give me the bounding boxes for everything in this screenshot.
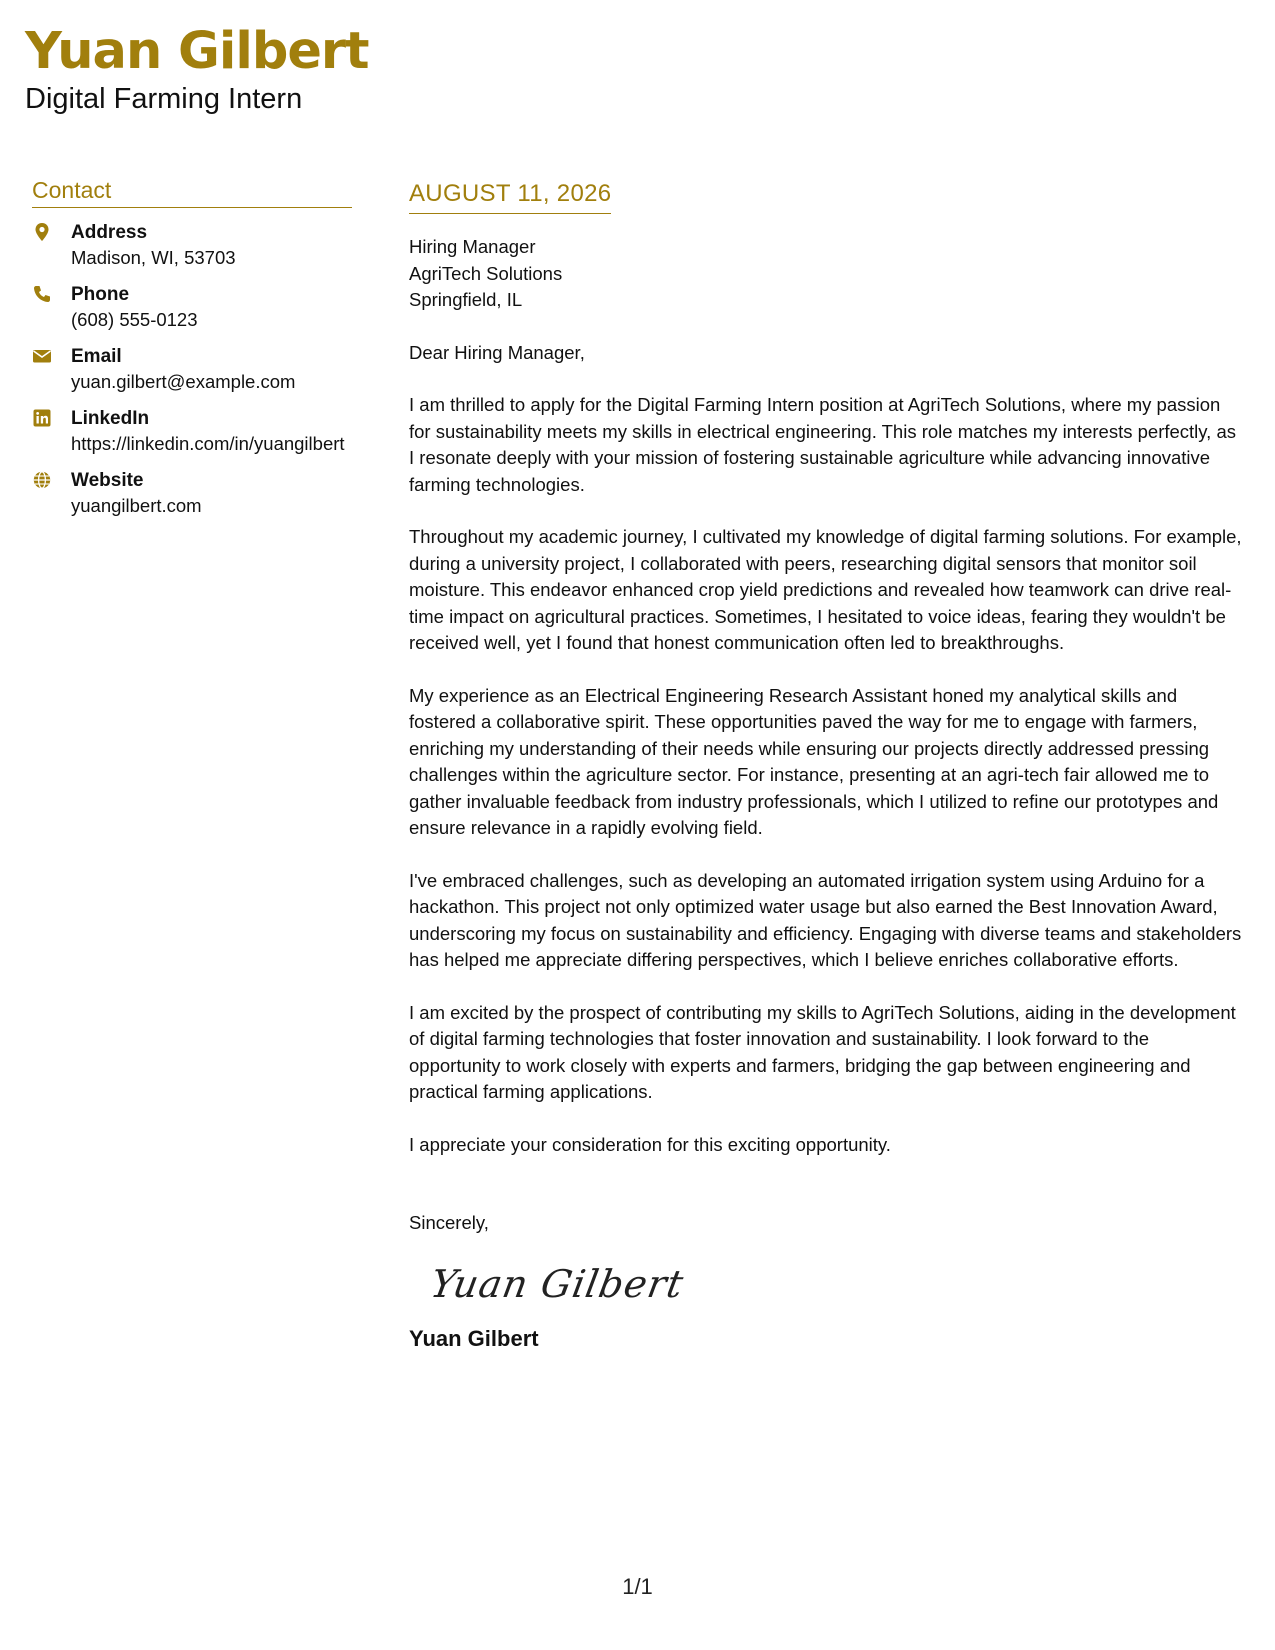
contact-label: Email — [71, 346, 122, 367]
paragraph: I am thrilled to apply for the Digital Farming Intern position at AgriTech Solutions, where my passion for sustainability meets my skills in electrical engineering. This role matches my interests perfectly, as I resonate deeply with your mission of fostering sustainable agriculture while advancing innovative farming technologies. — [409, 394, 1236, 495]
envelope-icon — [32, 346, 52, 366]
contact-label: Website — [71, 470, 144, 491]
closing: Sincerely, — [409, 1212, 489, 1233]
contact-heading: Contact — [32, 175, 352, 208]
contact-linkedin — [32, 406, 352, 456]
contact-phone — [32, 282, 352, 332]
paragraph: Throughout my academic journey, I cultivated my knowledge of digital farming solutions. For example, during a university project, I collaborated with peers, researching digital sensors that monitor soil moisture. This endeavor enhanced crop yield predictions and revealed how teamwork can drive real-time impact on agricultural practices. Sometimes, I hesitated to voice ideas, fearing they wouldn't be received well, yet I found that honest communication often led to breakthroughs. — [409, 526, 1242, 653]
recipient-line: Hiring Manager — [409, 236, 536, 257]
contact-address — [32, 220, 352, 270]
salutation: Dear Hiring Manager, — [409, 341, 585, 363]
map-pin-icon — [32, 222, 52, 242]
recipient-block — [409, 234, 1245, 314]
handwritten-signature: Yuan Gilbert — [427, 1261, 688, 1306]
linkedin-icon — [32, 408, 52, 428]
recipient-line: AgriTech Solutions — [409, 262, 563, 284]
contact-value: yuangilbert.com — [71, 495, 202, 516]
paragraph: I appreciate your consideration for this exciting opportunity. — [409, 1133, 891, 1155]
applicant-name: Yuan Gilbert — [25, 22, 369, 81]
phone-icon — [32, 284, 52, 304]
recipient-line: Springfield, IL — [409, 289, 523, 310]
contact-sidebar — [32, 175, 352, 518]
contact-label: Phone — [71, 284, 130, 305]
contact-website — [32, 468, 352, 518]
globe-icon — [32, 470, 52, 490]
paragraph: I've embraced challenges, such as developing an automated irrigation system using Arduino for a hackathon. This project not only optimized water usage but also earned the Best Innovation Award, underscoring my focus on sustainability and efficiency. Engaging with diverse teams and stakeholders has helped me appreciate differing perspectives, which I believe enriches collaborative efforts. — [409, 869, 1242, 970]
contact-label: Address — [71, 222, 148, 243]
paragraph: My experience as an Electrical Engineering Research Assistant honed my analytical skills and fostered a collaborative spirit. These opportunities paved the way for me to engage with farmers, enriching my understanding of their needs while ensuring our projects directly addressed pressing challenges within the agriculture sector. For instance, presenting at an agri-tech fair allowed me to gather invaluable feedback from industry professionals, which I utilized to refine our prototypes and ensure relevance in a rapidly evolving field. — [409, 684, 1219, 838]
header — [25, 22, 368, 116]
contact-value: (608) 555-0123 — [71, 309, 198, 330]
page-number: 1/1 — [622, 1574, 653, 1599]
letter-body — [409, 178, 1245, 1353]
contact-label: LinkedIn — [71, 408, 150, 429]
contact-value: Madison, WI, 53703 — [71, 247, 236, 268]
paragraph: I am excited by the prospect of contributing my skills to AgriTech Solutions, aiding in the development of digital farming technologies that foster innovation and sustainability. I look forward to the opportunity to work closely with experts and farmers, bridging the gap between engineering and practical farming applications. — [409, 1001, 1236, 1102]
contact-email — [32, 344, 352, 394]
contact-value: yuan.gilbert@example.com — [71, 371, 296, 392]
contact-value: https://linkedin.com/in/yuangilbert — [71, 433, 345, 454]
job-title: Digital Farming Intern — [25, 83, 303, 115]
signer-name: Yuan Gilbert — [409, 1325, 539, 1351]
letter-date: AUGUST 11, 2026 — [409, 178, 611, 214]
